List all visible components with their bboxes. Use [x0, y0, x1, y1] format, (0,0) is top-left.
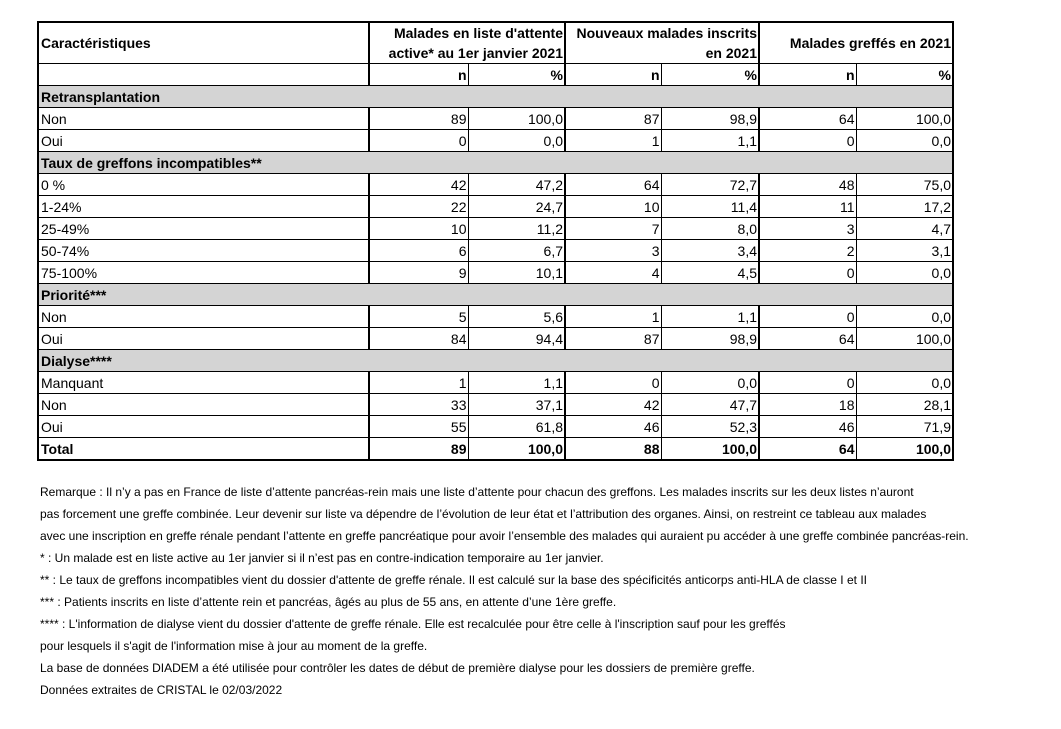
cell-value: 89: [369, 108, 468, 130]
cell-value: 98,9: [661, 108, 759, 130]
notes: [40, 481, 1050, 701]
cell-value: 0: [759, 130, 856, 152]
section-title: Priorité***: [38, 284, 953, 306]
cell-value: 0: [759, 306, 856, 328]
note-line: La base de données DIADEM a été utilisée pour contrôler les dates de début de première dialyse pour les dossiers de première greffe.: [40, 661, 755, 675]
cell-value: 42: [369, 174, 468, 196]
cell-value: 64: [565, 174, 661, 196]
cell-value: 6: [369, 240, 468, 262]
cell-value: 1: [565, 130, 661, 152]
row-label: Manquant: [38, 372, 369, 394]
header-line: Nouveaux malades inscrits: [576, 25, 757, 41]
total-value: 100,0: [856, 438, 953, 461]
cell-value: 64: [759, 328, 856, 350]
cell-value: 0,0: [661, 372, 759, 394]
note-line: *** : Patients inscrits en liste d’attente rein et pancréas, âgés au plus de 55 ans, en attente d’une 1ère greffe.: [40, 595, 617, 609]
cell-value: 24,7: [468, 196, 565, 218]
cell-value: 4: [565, 262, 661, 284]
cell-value: 17,2: [856, 196, 953, 218]
table-row: [38, 262, 953, 284]
row-label: Oui: [38, 130, 369, 152]
cell-value: 11: [759, 196, 856, 218]
cell-value: 100,0: [468, 108, 565, 130]
cell-value: 0,0: [856, 262, 953, 284]
table-row: [38, 240, 953, 262]
row-label: Non: [38, 108, 369, 130]
subheader-empty: [38, 64, 369, 86]
cell-value: 75,0: [856, 174, 953, 196]
table-row: [38, 196, 953, 218]
cell-value: 18: [759, 394, 856, 416]
cell-value: 7: [565, 218, 661, 240]
cell-value: 72,7: [661, 174, 759, 196]
total-value: 88: [565, 438, 661, 461]
cell-value: 37,1: [468, 394, 565, 416]
column-header-liste-attente: [369, 22, 565, 64]
cell-value: 0,0: [856, 306, 953, 328]
cell-value: 3: [565, 240, 661, 262]
note-line: Remarque : Il n’y a pas en France de liste d’attente pancréas-rein mais une liste d’attente pour chacun des greffons. Les malades inscrits sur les deux listes n’auront: [40, 485, 914, 499]
row-label: 0 %: [38, 174, 369, 196]
column-header-greffes: [759, 22, 953, 64]
cell-value: 10,1: [468, 262, 565, 284]
cell-value: 64: [759, 108, 856, 130]
cell-value: 0: [565, 372, 661, 394]
row-label: Non: [38, 394, 369, 416]
table-body: [38, 86, 953, 461]
cell-value: 1: [369, 372, 468, 394]
cell-value: 46: [565, 416, 661, 438]
subheader-row: [38, 64, 953, 86]
table-row: [38, 174, 953, 196]
row-label: Oui: [38, 328, 369, 350]
cell-value: 9: [369, 262, 468, 284]
table-row: [38, 306, 953, 328]
cell-value: 52,3: [661, 416, 759, 438]
row-label: 50-74%: [38, 240, 369, 262]
cell-value: 71,9: [856, 416, 953, 438]
cell-value: 5,6: [468, 306, 565, 328]
section-header-row: [38, 86, 953, 108]
cell-value: 1: [565, 306, 661, 328]
section-header-row: [38, 152, 953, 174]
cell-value: 11,4: [661, 196, 759, 218]
section-header-row: [38, 284, 953, 306]
cell-value: 47,2: [468, 174, 565, 196]
cell-value: 5: [369, 306, 468, 328]
column-header-caracteristiques: Caractéristiques: [38, 22, 369, 64]
cell-value: 3,4: [661, 240, 759, 262]
table-row: [38, 130, 953, 152]
subheader-pct: %: [468, 64, 565, 86]
cell-value: 11,2: [468, 218, 565, 240]
table-row: [38, 372, 953, 394]
table-row: [38, 416, 953, 438]
section-header-row: [38, 350, 953, 372]
header-line: active* au 1er janvier 2021: [388, 45, 563, 61]
cell-value: 61,8: [468, 416, 565, 438]
cell-value: 47,7: [661, 394, 759, 416]
cell-value: 2: [759, 240, 856, 262]
total-label: Total: [38, 438, 369, 461]
cell-value: 87: [565, 108, 661, 130]
cell-value: 98,9: [661, 328, 759, 350]
cell-value: 94,4: [468, 328, 565, 350]
note-line: Données extraites de CRISTAL le 02/03/2022: [40, 683, 283, 697]
cell-value: 3: [759, 218, 856, 240]
row-label: Non: [38, 306, 369, 328]
subheader-pct: %: [856, 64, 953, 86]
note-line: * : Un malade est en liste active au 1er janvier si il n’est pas en contre-indication temporaire au 1er janvier.: [40, 551, 604, 565]
section-title: Dialyse****: [38, 350, 953, 372]
cell-value: 100,0: [856, 328, 953, 350]
row-label: 1-24%: [38, 196, 369, 218]
cell-value: 48: [759, 174, 856, 196]
note-line: ** : Le taux de greffons incompatibles vient du dossier d'attente de greffe rénale. Il est calculé sur la base des spécificités anticorps anti-HLA de classe I et II: [40, 573, 867, 587]
cell-value: 3,1: [856, 240, 953, 262]
cell-value: 4,5: [661, 262, 759, 284]
subheader-n: n: [565, 64, 661, 86]
cell-value: 10: [565, 196, 661, 218]
row-label: 25-49%: [38, 218, 369, 240]
cell-value: 0: [369, 130, 468, 152]
cell-value: 8,0: [661, 218, 759, 240]
section-title: Retransplantation: [38, 86, 953, 108]
note-line: pas forcement une greffe combinée. Leur devenir sur liste va dépendre de l’évolution de leur état et l’attribution des organes. Ainsi, on restreint ce tableau aux malades: [40, 507, 927, 521]
total-row: [38, 438, 953, 461]
cell-value: 1,1: [661, 130, 759, 152]
note-line: **** : L'information de dialyse vient du dossier d'attente de greffe rénale. Elle est recalculée pour être celle à l'inscription sauf pour les greffés: [40, 617, 786, 631]
header-line: Malades greffés en 2021: [789, 35, 951, 51]
total-value: 89: [369, 438, 468, 461]
cell-value: 0: [759, 372, 856, 394]
column-header-nouveaux-inscrits: [565, 22, 759, 64]
row-label: 75-100%: [38, 262, 369, 284]
cell-value: 0: [759, 262, 856, 284]
cell-value: 10: [369, 218, 468, 240]
total-value: 100,0: [468, 438, 565, 461]
cell-value: 100,0: [856, 108, 953, 130]
cell-value: 42: [565, 394, 661, 416]
table-row: [38, 394, 953, 416]
cell-value: 0,0: [856, 372, 953, 394]
header-line: en 2021: [705, 45, 757, 61]
note-line: avec une inscription en greffe rénale pendant l’attente en greffe pancréatique pour avoir l’ensemble des malades qui auraient pu accéder à une greffe combinée pancréas-rein.: [40, 529, 969, 543]
note-line: pour lesquels il s'agit de l'information mise à jour au moment de la greffe.: [40, 639, 428, 653]
cell-value: 1,1: [661, 306, 759, 328]
row-label: Oui: [38, 416, 369, 438]
cell-value: 28,1: [856, 394, 953, 416]
cell-value: 84: [369, 328, 468, 350]
header-line: Malades en liste d'attente: [393, 25, 563, 41]
cell-value: 4,7: [856, 218, 953, 240]
cell-value: 33: [369, 394, 468, 416]
cell-value: 55: [369, 416, 468, 438]
table-row: [38, 218, 953, 240]
header-row: [38, 22, 953, 64]
table-row: [38, 328, 953, 350]
subheader-n: n: [369, 64, 468, 86]
cell-value: 0,0: [856, 130, 953, 152]
cell-value: 87: [565, 328, 661, 350]
cell-value: 1,1: [468, 372, 565, 394]
cell-value: 46: [759, 416, 856, 438]
subheader-pct: %: [661, 64, 759, 86]
cell-value: 22: [369, 196, 468, 218]
cell-value: 6,7: [468, 240, 565, 262]
subheader-n: n: [759, 64, 856, 86]
section-title: Taux de greffons incompatibles**: [38, 152, 953, 174]
table-row: [38, 108, 953, 130]
cell-value: 0,0: [468, 130, 565, 152]
characteristics-table: [37, 21, 954, 461]
total-value: 64: [759, 438, 856, 461]
total-value: 100,0: [661, 438, 759, 461]
